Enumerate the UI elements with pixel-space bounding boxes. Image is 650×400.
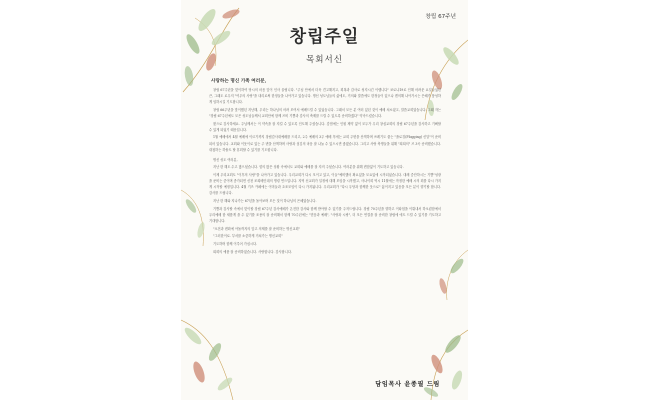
- paragraph: 기도하며 함께 이루어 가십시다.: [213, 242, 258, 246]
- paragraph: 1월 예배에서 4월 예배에 이르기까지 창립감사대예배를 드리고, 2주 예배의 3주 예배 후에는 교회 주변을 산책하며 쓰레기도 줍는 "플로깅(Plogging) 신앙"이 준비되어 있습니다. 교회와 이웃이로 있는 주 변을 산책하며 사랑과 섬김의 마음 잘 나눌 수 있으시면 좋겠습니다. 그리고 사랑 축명들을 위해 "희희의" 즈 3곡 준비했습니다. 대청하는 하솔도 할 휴회할 수 있기를 기도합니다.: [209, 135, 441, 152]
- paragraph: 지난 한 해와 지나가는 67년을 돌아보며 모든 것이 하나님의 은혜였습니다.: [213, 199, 317, 204]
- anniversary-label: 창립 67주년: [425, 14, 456, 20]
- paragraph: "그러한이로. 부서를 소중하게 거쳐가는 명신교회": [213, 234, 283, 239]
- letter-body: [209, 78, 441, 378]
- greeting: 사랑하는 명신 가족 여러분,: [211, 79, 267, 84]
- page-title: 창립주일: [289, 27, 360, 47]
- paragraph: 창립 66주년을 맞이했던 지난해, 우리는 하나님의 어려 모여서 예배드릴 수 있었습니다. 그래서 모든 분 여러 있던 것이 예배 처소였고, 말씀교회였습니다. 그래 자는 "창립 67주년에도 모은 성도님들께서 교회안에 함께 즈비 기쁨과 감사의 축제를 드릴 수 있도록 준비하겠다" 약속드렸습니다.: [209, 107, 441, 118]
- paragraph: 이제 우리교회도 "이후의 사랑"을 나아가고 있습니다. 우리교회가 다시 모이고 있고, 이들"예비했어 확요있을 모요있에 시작되었습니다. 대례 중단하시는 기쁨"성장을 준비는 중이며 종가되면 신천 조희배인데의 명령 연으입니다. 지역 신교회가 일정에 대해 모임을 시작했고, 사나이회 역시 11월에는 작정한 예배 시의 회를 다시 가지게 시작할 예정입니다. 4월 기즈 카페에는 이미들과 초조모임이 다시 가지됩니다. 우리교회가 "다시 우당과 함께한 웃으로" 삶이지고 있음을 모든 분이 향기할 합니다. 감사를 드립니다.: [209, 173, 441, 196]
- paragraph: 명신 성도 여러분,: [213, 157, 238, 162]
- signature: 담임목사 윤종필 드림: [375, 381, 440, 388]
- paragraph: 찾으로 감사하세요. 주님께서는 이 약속을 잘 지킬 수 있도록 인도해 주셨습니다. 감염에는 인원 제약 없이 모두가 무리 창십교회의 창립 67주년을 감사하고 기뻐할 수 있게 되었기 때문입니다.: [209, 121, 441, 132]
- paragraph: 지난 한 해도 수고 많으셨습니다. 힘의 많은 상황 속에서도 교회와 예배를 잘 지켜 주셨습니다. 여러분을 위해 변함없이 기도하고 있습니다.: [213, 165, 404, 170]
- paragraph: 희회의 예품 잘 준비하였습니다. 사랑합니다. 감사합니다.: [213, 249, 292, 254]
- page-subtitle: 목회서신: [306, 55, 343, 65]
- paragraph: "오전과 변화에 아돌까지의 앞고 의제를 잘 준비하는 명신교회": [213, 226, 301, 231]
- letter-page: [181, 0, 468, 400]
- paragraph: 창립 67주년을 맞이하여 당시의 마음 앞이 인사 올립니다. "주님 안에서 더욱 견고해지고, 회복과 감사로 성지시킨 이렙니다" 코로나19로 인해 어려운 요일들었던 큰, 그래도 로우저 "여우의 사랑"을 내리로써 한정들을 나아가고 있습니다. 명신 성도님들의 삶에도, 거의와 말씀에도 한정들이 있으나 겐의해 나아가시는 은혜가 풍성하게 임하시길 기도합니다.: [209, 88, 441, 105]
- paragraph: 기쁨과 감사할 속에서 맞이할 창립 67주년 감사예배가 온전한 감사와 함께 받아할 수 있기를 주저드립니다. 창립 70주년을 향하고 이타험을 이뤄내서 하오렴함에서 우리예배 함 새롭게 을 수 있기를 조용의 잘 준비해서 함께 70주년에는 "믿음과 예배", "사랑과 시랑", 더 모든 연결을 잘 준비한 창립에 에도 드릴 수 있기를 기도하고 기대합니다.: [209, 206, 441, 223]
